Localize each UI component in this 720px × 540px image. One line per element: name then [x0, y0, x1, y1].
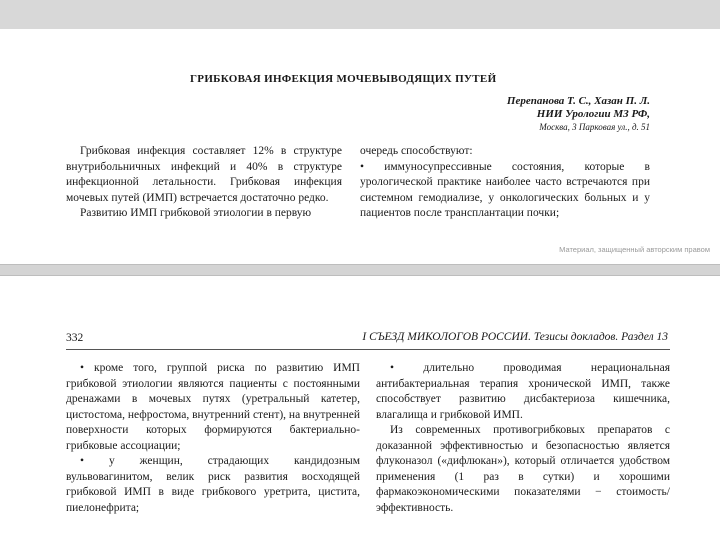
document-page-bottom[interactable]: [0, 276, 720, 540]
text-column-left: [66, 144, 342, 222]
text-column-right: [376, 361, 670, 516]
bullet-item: • иммуносупрессивные состояния, которые в урологической практике наиболее часто встречаются при системном гемодиализе, у онкологических больных и у пациентов после трансплантации почки;: [360, 160, 650, 219]
author-block: [507, 95, 650, 134]
page-divider: [0, 264, 720, 276]
header-rule: [66, 349, 670, 350]
author-institute: НИИ Урологии МЗ РФ,: [536, 108, 650, 120]
text-column-right: [360, 144, 650, 222]
paragraph: очередь способствуют:: [360, 145, 473, 157]
bullet-item: • длительно проводимая нерациональная антибактериальная терапия хронической ИМП, также способствует развитию дисбактериоза кишечника, влагалища и грибковой ИМП.: [376, 362, 670, 421]
page-number: 332: [66, 332, 84, 344]
viewer-top-bar: [0, 0, 720, 29]
copyright-note: Материал, защищенный авторским правом: [559, 245, 710, 254]
paragraph: Грибковая инфекция составляет 12% в структуре внутрибольничных инфекций и 40% в структуре инфекционной летальности. Грибковая инфекция мочевых путей (ИМП) встречается достаточно редко.: [66, 145, 342, 204]
bullet-item: • кроме того, группой риска по развитию ИМП грибковой этиологии являются пациенты с постоянными дренажами в мочевых путях (уретральный катетер, цистостома, нефростома, внутренний стент), на внутренней поверхности которых формируются бактериально-грибковые ассоциации;: [66, 362, 360, 452]
author-address: Москва, 3 Парковая ул., д. 51: [539, 122, 650, 132]
author-names: Перепанова Т. С., Хазан П. Л.: [506, 95, 650, 107]
document-page-top[interactable]: [0, 29, 720, 264]
bullet-item: • у женщин, страдающих кандидозным вульвовагинитом, велик риск развития восходящей грибковой ИМП в виде грибкового уретрита, цистита, пиелонефрита;: [66, 455, 360, 514]
paragraph: Развитию ИМП грибковой этиологии в первую: [80, 207, 312, 219]
article-title: ГРИБКОВАЯ ИНФЕКЦИЯ МОЧЕВЫВОДЯЩИХ ПУТЕЙ: [190, 73, 497, 85]
text-column-left: [66, 361, 360, 516]
paragraph: Из современных противогрибковых препаратов с доказанной эффективностью и безопасностью является флуконазол («дифлюкан»), который отличается удобством применения (1 раз в сутки) и хорошими фармакоэкономическими показателями − стоимость/эффективность.: [376, 424, 670, 514]
running-head: I СЪЕЗД МИКОЛОГОВ РОССИИ. Тезисы докладов. Раздел 13: [362, 331, 668, 343]
